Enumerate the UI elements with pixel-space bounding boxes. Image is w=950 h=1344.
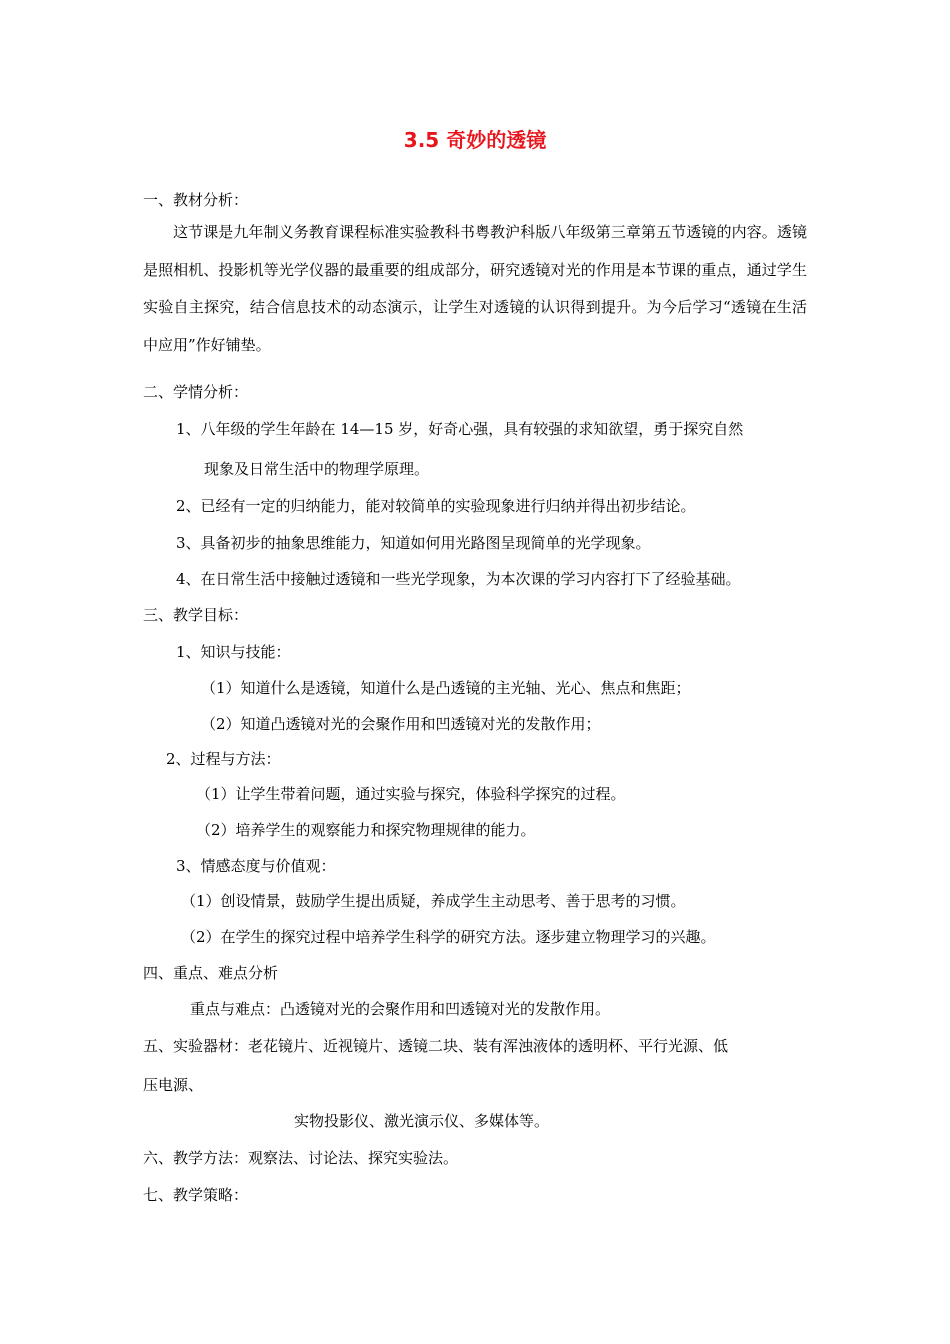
document-title: 3.5 奇妙的透镜 bbox=[403, 128, 547, 152]
goal-process-methods: 2、过程与方法： bbox=[166, 750, 281, 768]
goal-emotion-item-1: （1）创设情景，鼓励学生提出质疑，养成学生主动思考、善于思考的习惯。 bbox=[181, 892, 686, 910]
section-heading-teaching-goals: 三、教学目标： bbox=[143, 606, 249, 624]
student-analysis-item-4: 4、在日常生活中接触过透镜和一些光学现象，为本次课的学习内容打下了经验基础。 bbox=[176, 570, 741, 588]
section-heading-teaching-strategy: 七、教学策略： bbox=[143, 1186, 249, 1204]
teaching-methods-text: 六、教学方法：观察法、讨论法、探究实验法。 bbox=[143, 1149, 459, 1167]
goal-emotion-values: 3、情感态度与价值观： bbox=[176, 857, 336, 875]
student-analysis-item-1-line-2: 现象及日常生活中的物理学原理。 bbox=[204, 460, 430, 478]
goal-process-item-2: （2）培养学生的观察能力和探究物理规律的能力。 bbox=[196, 821, 536, 839]
student-analysis-item-2: 2、已经有一定的归纳能力，能对较简单的实验现象进行归纳并得出初步结论。 bbox=[176, 497, 696, 515]
goal-knowledge-skills: 1、知识与技能： bbox=[176, 643, 291, 661]
equipment-line-3: 实物投影仪、激光演示仪、多媒体等。 bbox=[294, 1112, 550, 1130]
student-analysis-item-1-line-1: 1、八年级的学生年龄在 14—15 岁，好奇心强，具有较强的求知欲望，勇于探究自然 bbox=[176, 420, 744, 438]
section-heading-student-analysis: 二、学情分析： bbox=[143, 383, 249, 401]
goal-knowledge-item-1: （1）知道什么是透镜，知道什么是凸透镜的主光轴、光心、焦点和焦距； bbox=[201, 679, 691, 697]
goal-process-item-1: （1）让学生带着问题，通过实验与探究，体验科学探究的过程。 bbox=[196, 785, 626, 803]
goal-emotion-item-2: （2）在学生的探究过程中培养学生科学的研究方法。逐步建立物理学习的兴趣。 bbox=[181, 928, 716, 946]
goal-knowledge-item-2: （2）知道凸透镜对光的会聚作用和凹透镜对光的发散作用； bbox=[201, 715, 601, 733]
key-points-text: 重点与难点：凸透镜对光的会聚作用和凹透镜对光的发散作用。 bbox=[190, 1000, 611, 1018]
section-heading-textbook-analysis: 一、教材分析： bbox=[143, 191, 249, 209]
student-analysis-item-3: 3、具备初步的抽象思维能力，知道如何用光路图呈现简单的光学现象。 bbox=[176, 534, 651, 552]
equipment-line-1: 五、实验器材：老花镜片、近视镜片、透镜二块、装有浑浊液体的透明杯、平行光源、低 bbox=[143, 1037, 729, 1055]
section-heading-key-points: 四、重点、难点分析 bbox=[143, 964, 279, 982]
equipment-line-2: 压电源、 bbox=[143, 1076, 204, 1094]
textbook-analysis-paragraph: 这节课是九年制义务教育课程标准实验教科书粤教沪科版八年级第三章第五节透镜的内容。透镜是照相机、投影机等光学仪器的最重要的组成部分，研究透镜对光的作用是本节课的重点，通过学生实验自主探究，结合信息技术的动态演示，让学生对透镜的认识得到提升。为今后学习“透镜在生活中应用”作好铺垫。 bbox=[143, 223, 807, 354]
